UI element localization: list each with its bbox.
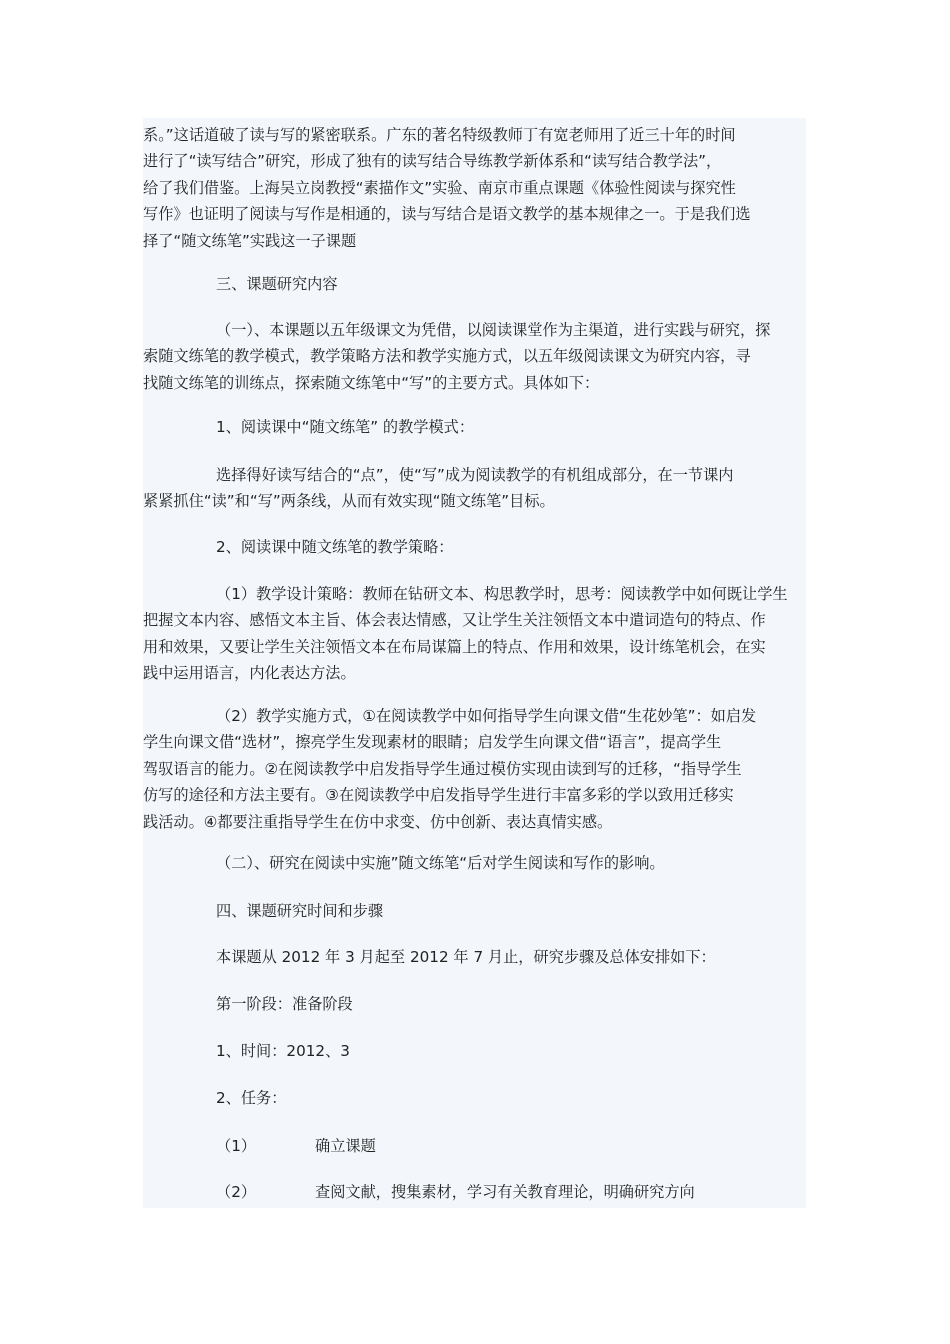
paragraph-line: 驾驭语言的能力。②在阅读教学中启发指导学生通过模仿实现由读到写的迁移，“指导学生 (143, 759, 742, 778)
paragraph-line: 用和效果，又要让学生关注领悟文本在布局谋篇上的特点、作用和效果，设计练笔机会，在实 (143, 637, 766, 656)
task-number: （1） (216, 1137, 257, 1155)
intro-line: 系。”这话道破了读与写的紧密联系。广东的著名特级教师丁有宽老师用了近三十年的时间 (143, 126, 736, 144)
intro-line: 进行了“读写结合”研究，形成了独有的读写结合导练教学新体系和“读写结合教学法”， (143, 152, 722, 171)
intro-line: 给了我们借鉴。上海吴立岗教授“素描作文”实验、南京市重点课题《体验性阅读与探究性 (143, 178, 736, 197)
task-text: 查阅文献，搜集素材，学习有关教育理论，明确研究方向 (315, 1183, 695, 1201)
task-list-item (216, 1179, 695, 1205)
paragraph-line: （2）教学实施方式，①在阅读教学中如何指导学生向课文借“生花妙笔”：如启发 (216, 707, 757, 725)
paragraph-line: 学生向课文借“选材”，擦亮学生发现素材的眼睛；启发学生向课文借“语言”，提高学生 (143, 733, 722, 752)
item1-heading: 1、阅读课中“随文练笔” 的教学模式： (216, 418, 475, 436)
part2-line: （二）、研究在阅读中实施”随文练笔“后对学生阅读和写作的影响。 (216, 854, 665, 872)
paragraph-line: 把握文本内容、感悟文本主旨、体会表达情感，又让学生关注领悟文本中遣词造句的特点、作 (143, 611, 766, 630)
strategy1-paragraph (143, 581, 806, 687)
intro-paragraph (143, 122, 806, 254)
paragraph-line: 索随文练笔的教学模式，教学策略方法和教学实施方式，以五年级阅读课文为研究内容，寻 (143, 347, 751, 366)
stage-heading: 第一阶段：准备阶段 (216, 995, 353, 1013)
intro-line: 写作》也证明了阅读与写作是相通的，读与写结合是语文教学的基本规律之一。于是我们选 (143, 205, 751, 224)
paragraph-line: 找随文练笔的训练点，探索随文练笔中“写”的主要方式。具体如下： (143, 373, 600, 392)
section-heading: 四、课题研究时间和步骤 (216, 902, 384, 920)
time-line: 1、时间：2012、3 (216, 1042, 350, 1060)
paragraph-line: 选择得好读写结合的“点”，使“写”成为阅读教学的有机组成部分，在一节课内 (216, 466, 734, 484)
paragraph-line: 践中运用语言，内化表达方法。 (143, 664, 356, 683)
task-heading: 2、任务： (216, 1089, 287, 1107)
strategy2-paragraph (143, 703, 806, 835)
paragraph-line: 仿写的途径和方法主要有。③在阅读教学中启发指导学生进行丰富多彩的学以致用迁移实 (143, 786, 734, 805)
item2-heading: 2、阅读课中随文练笔的教学策略： (216, 538, 454, 556)
item1-paragraph (143, 462, 806, 515)
section-heading: 三、课题研究内容 (216, 275, 338, 293)
part1-paragraph (143, 317, 806, 396)
task-text: 确立课题 (315, 1137, 376, 1155)
task-number: （2） (216, 1183, 257, 1201)
paragraph-line: 紧紧抓住“读”和“写”两条线，从而有效实现“随文练笔”目标。 (143, 492, 555, 511)
document-body (143, 118, 806, 1208)
task-list-item (216, 1133, 376, 1159)
intro-line: 择了“随文练笔”实践这一子课题 (143, 231, 357, 250)
schedule-line: 本课题从 2012 年 3 月起至 2012 年 7 月止，研究步骤及总体安排如下： (216, 948, 716, 966)
paragraph-line: （1）教学设计策略：教师在钻研文本、构思教学时，思考：阅读教学中如何既让学生 (216, 585, 788, 603)
paragraph-line: （一）、本课题以五年级课文为凭借，以阅读课堂作为主渠道，进行实践与研究，探 (216, 321, 771, 339)
paragraph-line: 践活动。④都要注重指导学生在仿中求变、仿中创新、表达真情实感。 (143, 812, 613, 831)
